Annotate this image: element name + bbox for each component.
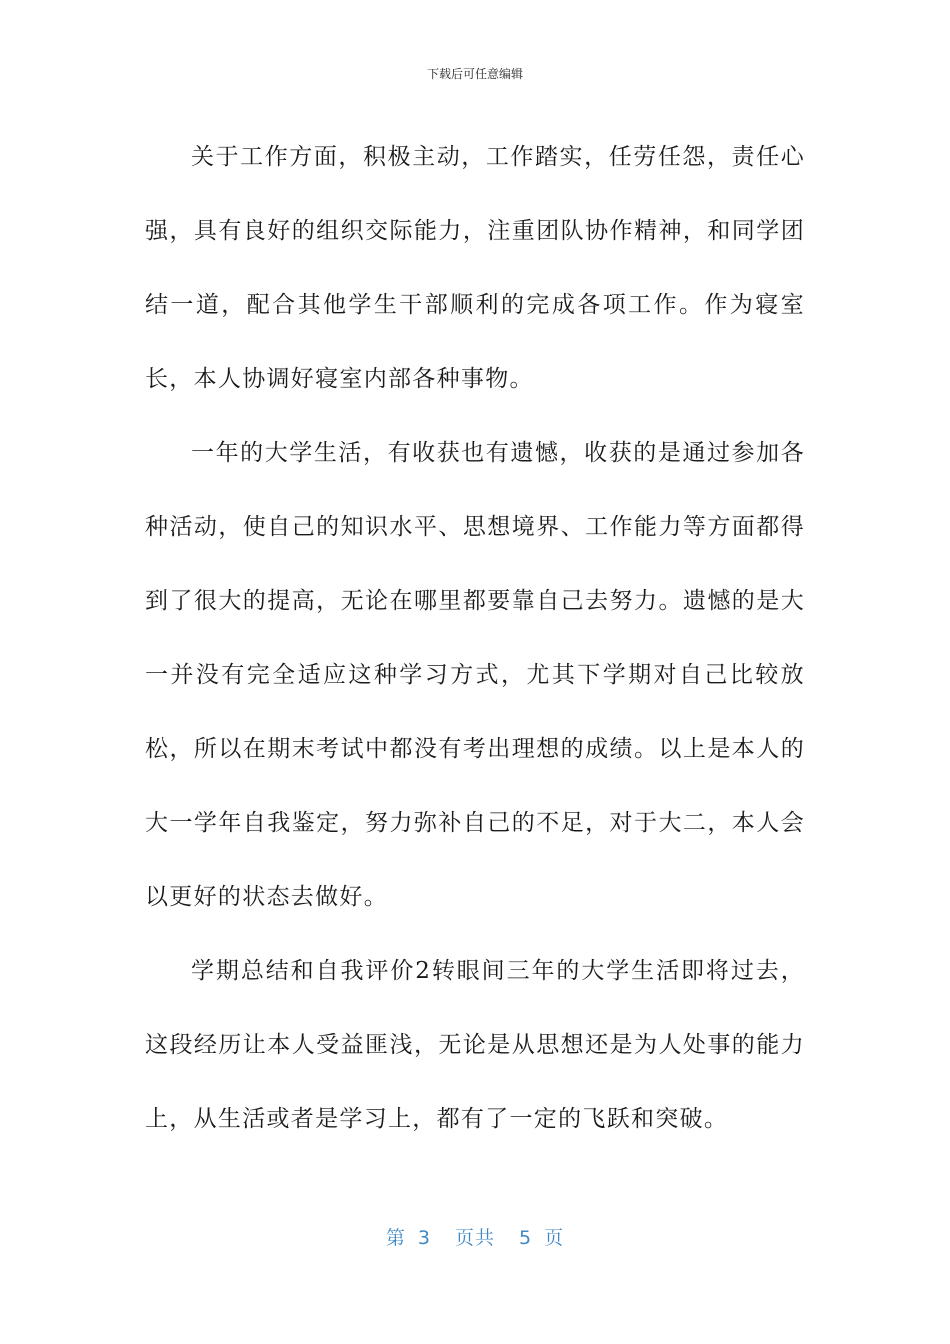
- page-header: [0, 66, 950, 82]
- document-body: [145, 120, 805, 1156]
- footer-middle: 页共: [454, 1227, 495, 1249]
- footer-prefix: 第: [385, 1227, 406, 1249]
- paragraph-3: 学期总结和自我评价2转眼间三年的大学生活即将过去，这段经历让本人受益匪浅，无论是从思想还是为人处事的能力上，从生活或者是学习上，都有了一定的飞跃和突破。: [145, 958, 805, 1132]
- page-footer: [0, 1225, 950, 1251]
- footer-suffix: 页: [544, 1227, 565, 1249]
- footer-current-page: 3: [417, 1227, 431, 1249]
- header-text: 下载后可任意编辑: [426, 67, 523, 81]
- footer-total-pages: 5: [519, 1227, 533, 1249]
- paragraph-2: 一年的大学生活，有收获也有遗憾，收获的是通过参加各种活动，使自己的知识水平、思想境界、工作能力等方面都得到了很大的提高，无论在哪里都要靠自己去努力。遗憾的是大一并没有完全适应这种学习方式，尤其下学期对自己比较放松，所以在期末考试中都没有考出理想的成绩。以上是本人的大一学年自我鉴定，努力弥补自己的不足，对于大二，本人会以更好的状态去做好。: [145, 440, 805, 910]
- paragraph-1: 关于工作方面，积极主动，工作踏实，任劳任怨，责任心强，具有良好的组织交际能力，注重团队协作精神，和同学团结一道，配合其他学生干部顺利的完成各项工作。作为寝室长，本人协调好寝室内部各种事物。: [145, 144, 805, 392]
